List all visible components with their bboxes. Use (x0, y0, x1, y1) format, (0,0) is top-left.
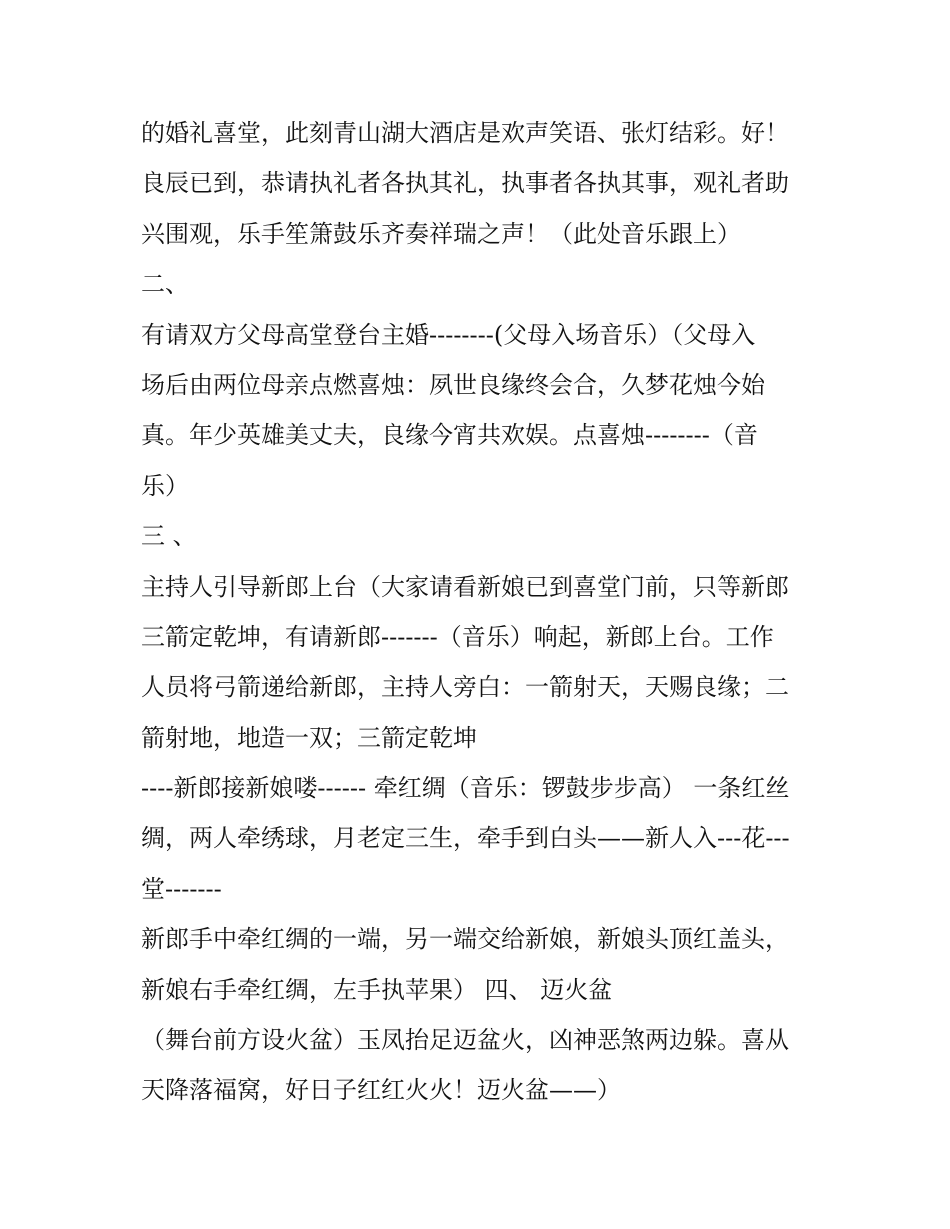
text-line: 真。年少英雄美丈夫，良缘今宵共欢娱。点喜烛--------（音 (141, 421, 758, 450)
text-line: ----新郎接新娘喽------ 牵红绸（音乐：锣鼓步步高） 一条红丝 (141, 774, 790, 803)
text-line: 乐） (141, 471, 189, 500)
text-line: 场后由两位母亲点燃喜烛：夙世良缘终会合，久梦花烛今始 (141, 370, 765, 399)
text-line: 人员将弓箭递给新郎，主持人旁白：一箭射天，天赐良缘；二 (141, 673, 789, 702)
text-line: 天降落福窝，好日子红红火火！迈火盆——） (141, 1076, 621, 1105)
document-body (141, 108, 821, 1116)
text-line: 良辰已到，恭请执礼者各执其礼，执事者各执其事，观礼者助 (141, 169, 789, 198)
text-line: 兴围观，乐手笙箫鼓乐齐奏祥瑞之声！（此处音乐跟上） (141, 219, 741, 248)
text-line: 箭射地，地造一双；三箭定乾坤 (141, 723, 477, 752)
text-line: 新娘右手牵红绸，左手执苹果） 四、 迈火盆 (141, 975, 613, 1004)
section-heading-three: 三 、 (141, 522, 197, 551)
text-line: 三箭定乾坤，有请新郎-------（音乐）响起，新郎上台。工作 (141, 622, 774, 651)
text-line: 堂------- (141, 874, 222, 903)
text-line: 有请双方父母高堂登台主婚--------(父母入场音乐）（父母入 (141, 320, 756, 349)
text-line: 主持人引导新郎上台（大家请看新娘已到喜堂门前，只等新郎 (141, 572, 789, 601)
section-heading-two: 二、 (141, 270, 189, 299)
text-line: 的婚礼喜堂，此刻青山湖大酒店是欢声笑语、张灯结彩。好！ (141, 119, 789, 147)
text-line: （舞台前方设火盆）玉凤抬足迈盆火，凶神恶煞两边躲。喜从 (141, 1026, 789, 1055)
text-line: 新郎手中牵红绸的一端，另一端交给新娘，新娘头顶红盖头， (141, 925, 789, 954)
text-line: 绸，两人牵绣球，月老定三生，牵手到白头——新人入---花--- (141, 824, 790, 853)
